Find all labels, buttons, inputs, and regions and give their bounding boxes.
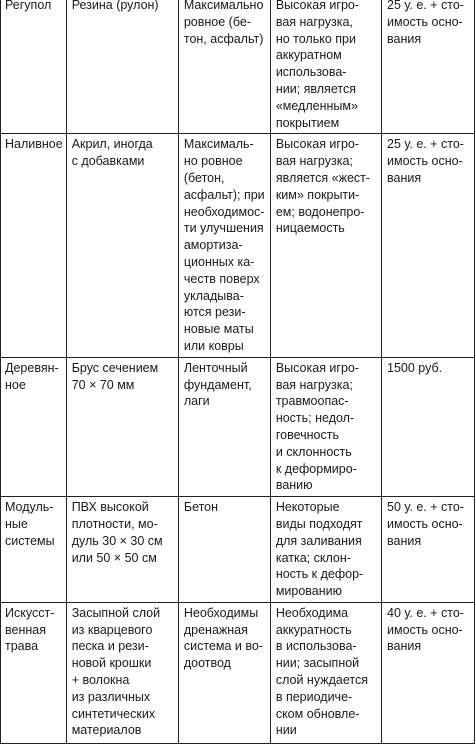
cell-features: Некоторые виды подходят для заливания катка; склон- ность к дефор- мированию xyxy=(270,497,381,603)
cell-price: 40 у. е. + сто- имость осно- вания xyxy=(382,602,475,743)
table-row xyxy=(1,0,475,134)
table-row xyxy=(1,357,475,496)
cell-material: Брус сечением 70 × 70 мм xyxy=(66,357,178,496)
cell-material: Резина (рулон) xyxy=(66,0,178,134)
cell-base: Бетон xyxy=(178,497,270,603)
table-row xyxy=(1,602,475,743)
cell-name: Регупол xyxy=(1,0,67,134)
table-row xyxy=(1,134,475,357)
cell-price: 25 у. е. + сто- имость осно- вания xyxy=(382,0,475,134)
cell-features: Высокая игро- вая нагрузка; травмоопас- ность; недол- говечность и склонность к деформиро- ванию xyxy=(270,357,381,496)
cell-name: Наливное xyxy=(1,134,67,357)
table-row xyxy=(1,497,475,603)
cell-base: Ленточный фундамент, лаги xyxy=(178,357,270,496)
cell-base: Максималь- но ровное (бетон, асфальт); при необходимос- ти улучшения амортиза- ционных ка- честв поверх укладыва- ются рези- новые маты или ковры xyxy=(178,134,270,357)
cell-features: Необходима аккуратность в использова- нии; засыпной слой нуждается в периодиче- ском обновле- нии xyxy=(270,602,381,743)
cell-name: Искусст- венная трава xyxy=(1,602,67,743)
cell-material: Акрил, иногда с добавками xyxy=(66,134,178,357)
cell-name: Деревян- ное xyxy=(1,357,67,496)
cell-base: Необходимы дренажная система и во- доотвод xyxy=(178,602,270,743)
cell-price: 50 у. е. + сто- имость осно- вания xyxy=(382,497,475,603)
cell-material: ПВХ высокой плотности, мо- дуль 30 × 30 см или 50 × 50 см xyxy=(66,497,178,603)
cell-name: Модуль- ные системы xyxy=(1,497,67,603)
cell-price: 1500 руб. xyxy=(382,357,475,496)
cell-base: Максимально ровное (бе- тон, асфальт) xyxy=(178,0,270,134)
cell-price: 25 у. е. + сто- имость осно- вания xyxy=(382,134,475,357)
cell-material: Засыпной слой из кварцевого песка и рези- новой крошки + волокна из различных синтетических материалов xyxy=(66,602,178,743)
cell-features: Высокая игро- вая нагрузка; является «жест- ким» покрыти- ем; водонепро- ницаемость xyxy=(270,134,381,357)
cell-features: Высокая игро- вая нагрузка, но только при аккуратном использова- нии; является «медленным» покрытием xyxy=(270,0,381,134)
